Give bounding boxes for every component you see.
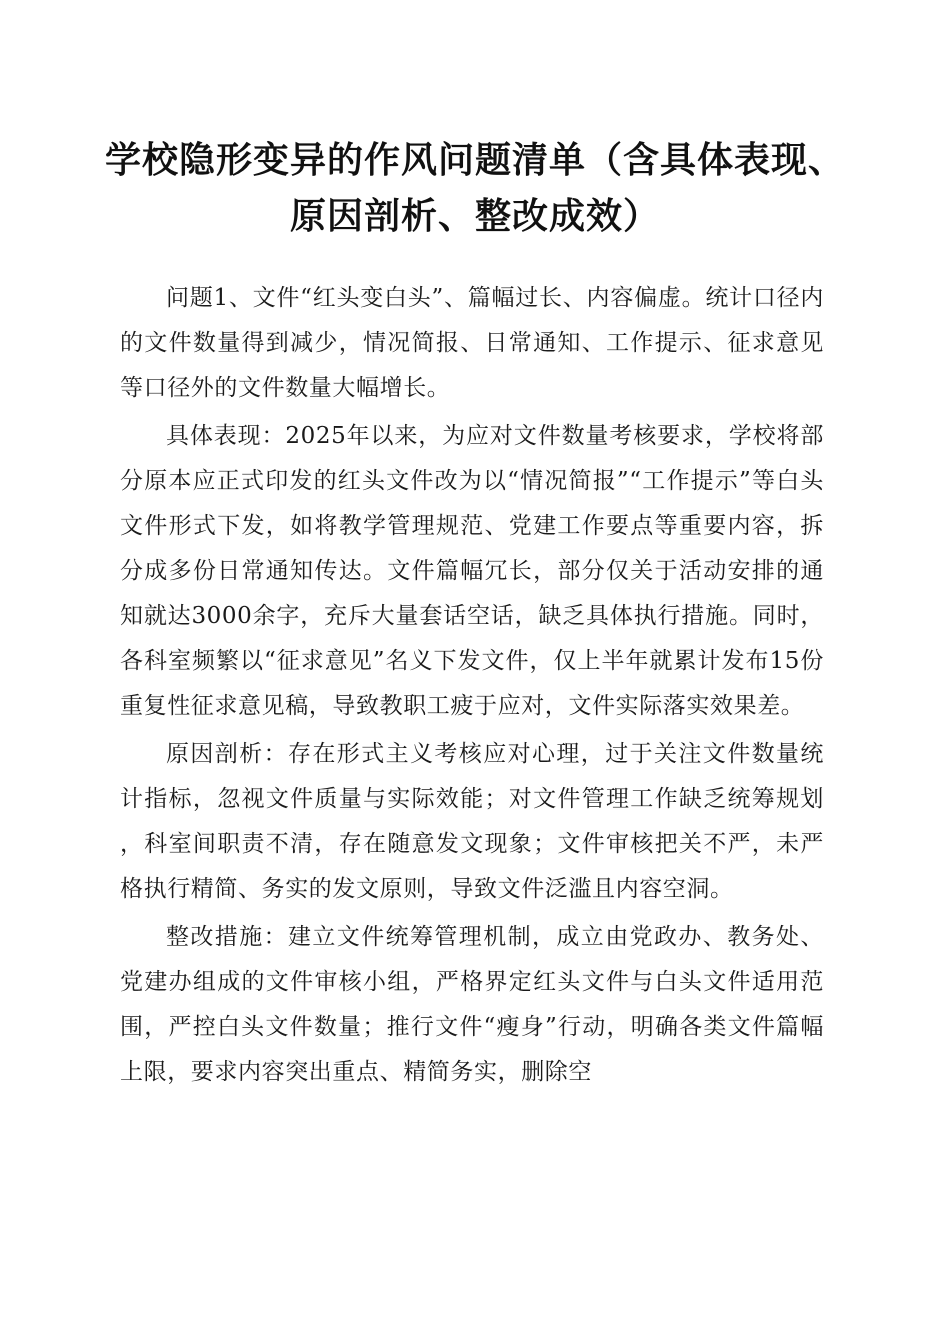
paragraph-rectification: 整改措施：建立文件统筹管理机制，成立由党政办、教务处、党建办组成的文件审核小组，严格界定红头文件与白头文件适用范围，严控白头文件数量；推行文件“瘦身”行动，明确各类文件篇幅上限，要求内容突出重点、精简务实，删除空 <box>120 924 824 1085</box>
document-title <box>100 133 850 245</box>
document-title-line-1: 学校隐形变异的作风问题清单（含具体表现、 <box>104 140 845 181</box>
document-title-line-2: 原因剖析、整改成效） <box>289 196 660 237</box>
document-body <box>120 276 824 1098</box>
paragraph-cause-analysis: 原因剖析：存在形式主义考核应对心理，过于关注文件数量统计指标，忽视文件质量与实际效能；对文件管理工作缺乏统筹规划，科室间职责不清，存在随意发文现象；文件审核把关不严，未严格执行精简、务实的发文原则，导致文件泛滥且内容空洞。 <box>120 741 824 902</box>
paragraph-problem: 问题1、文件“红头变白头”、篇幅过长、内容偏虚。统计口径内的文件数量得到减少，情况简报、日常通知、工作提示、征求意见等口径外的文件数量大幅增长。 <box>120 285 824 401</box>
paragraph-manifestation: 具体表现：2025年以来，为应对文件数量考核要求，学校将部分原本应正式印发的红头文件改为以“情况简报”“工作提示”等白头文件形式下发，如将教学管理规范、党建工作要点等重要内容，拆分成多份日常通知传达。文件篇幅冗长，部分仅关于活动安排的通知就达3000余字，充斥大量套话空话，缺乏具体执行措施。同时，各科室频繁以“征求意见”名义下发文件，仅上半年就累计发布15份重复性征求意见稿，导致教职工疲于应对，文件实际落实效果差。 <box>120 423 824 719</box>
